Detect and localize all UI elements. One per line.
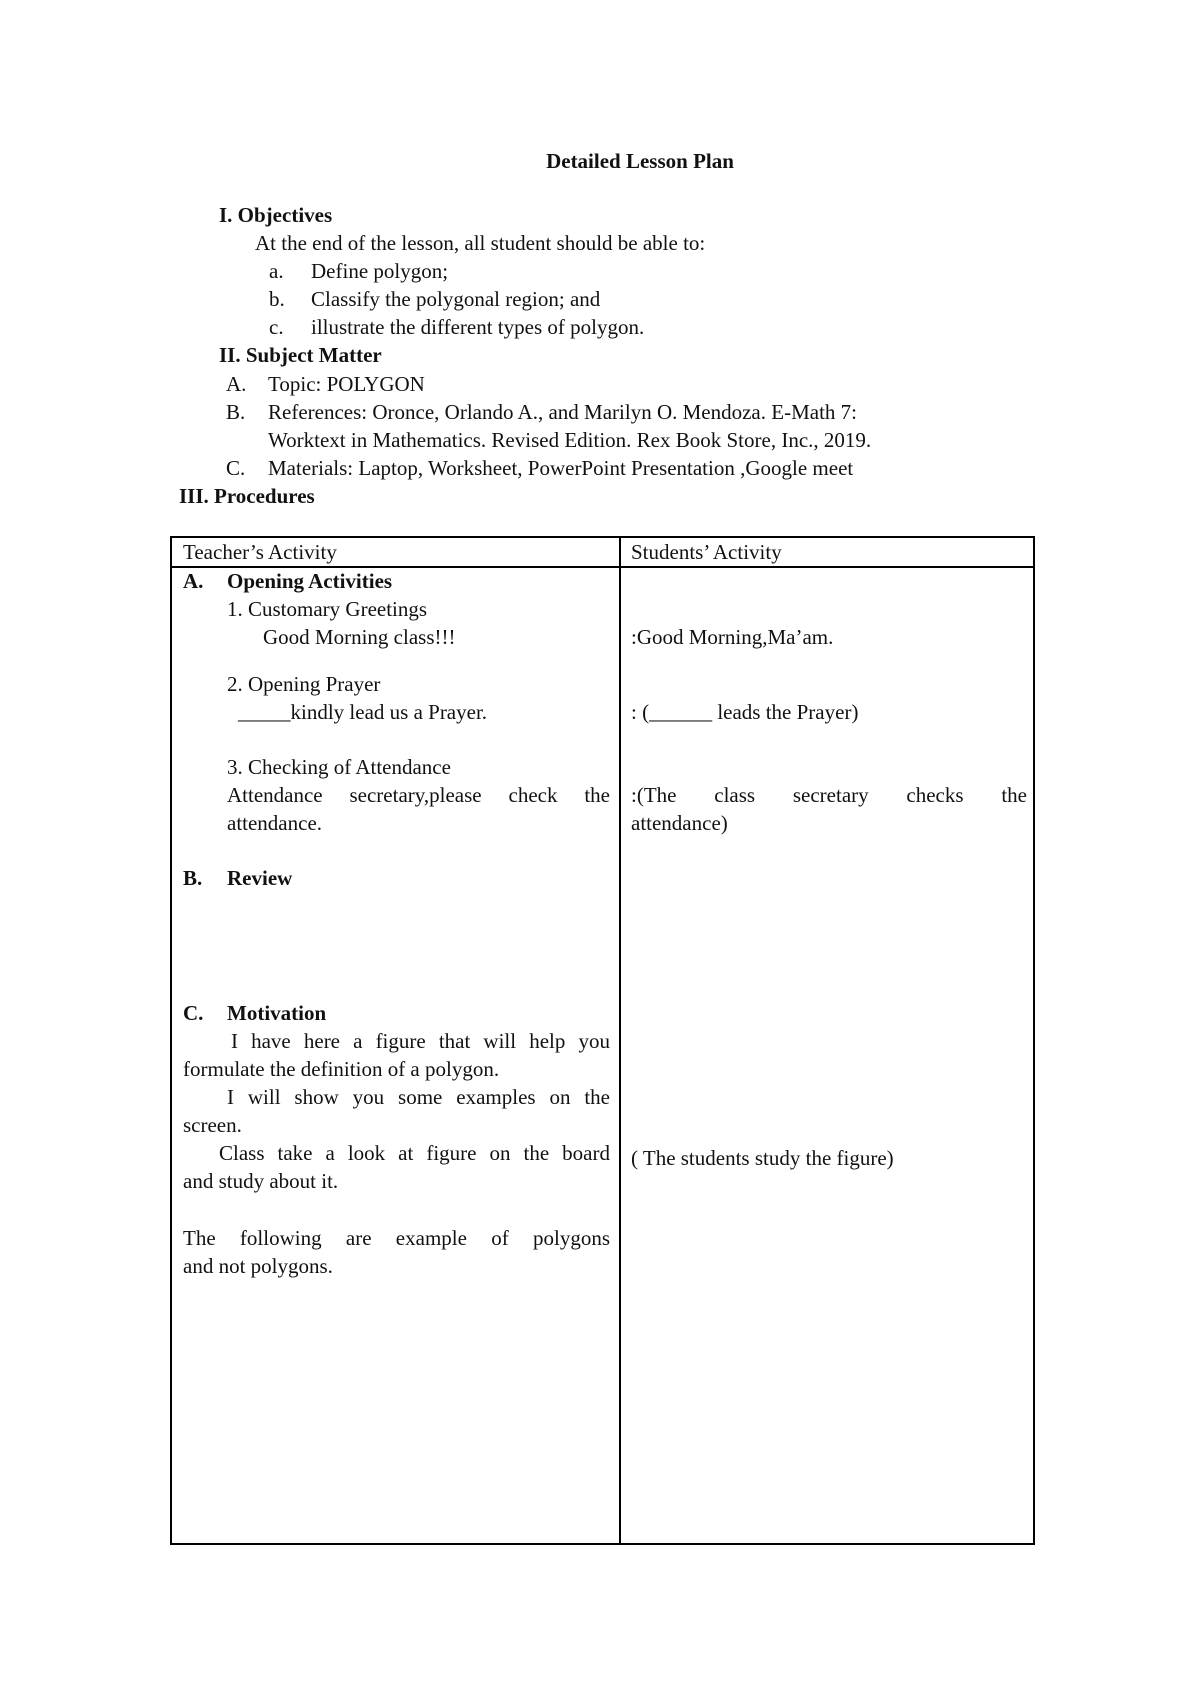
page-title: Detailed Lesson Plan	[546, 149, 734, 173]
procedures-table	[170, 536, 1035, 1545]
section-marker: B.	[183, 866, 203, 890]
attendance-text: Attendance secretary,please check the	[227, 783, 610, 807]
objective-marker: c.	[269, 315, 284, 339]
section-marker: A.	[183, 569, 204, 593]
greetings-label: 1. Customary Greetings	[227, 597, 428, 621]
attendance-response: :(The class secretary checks the	[631, 783, 1027, 807]
objective-item: Classify the polygonal region; and	[311, 287, 601, 311]
objective-item: illustrate the different types of polygon.	[311, 315, 645, 339]
motivation-line: Class take a look at figure on the board	[219, 1141, 610, 1165]
objective-marker: b.	[269, 287, 285, 311]
objectives-heading: I. Objectives	[219, 203, 333, 227]
subject-marker: A.	[226, 372, 247, 396]
motivation-line: screen.	[183, 1113, 242, 1137]
motivation-line: formulate the definition of a polygon.	[183, 1057, 500, 1081]
attendance-text-cont: attendance.	[227, 811, 323, 835]
prayer-text: _____kindly lead us a Prayer.	[238, 700, 488, 724]
subject-references: References: Oronce, Orlando A., and Marilyn O. Mendoza. E-Math 7:	[268, 400, 857, 424]
objective-marker: a.	[269, 259, 284, 283]
greetings-text: Good Morning class!!!	[263, 625, 456, 649]
motivation-response: ( The students study the figure)	[631, 1146, 894, 1170]
section-marker: C.	[183, 1001, 204, 1025]
prayer-label: 2. Opening Prayer	[227, 672, 381, 696]
objective-item: Define polygon;	[311, 259, 449, 283]
motivation-line: The following are example of polygons	[183, 1226, 610, 1250]
attendance-label: 3. Checking of Attendance	[227, 755, 451, 779]
greetings-response: :Good Morning,Ma’am.	[631, 625, 834, 649]
subject-marker: C.	[226, 456, 246, 480]
subject-matter-heading: II. Subject Matter	[219, 343, 382, 367]
motivation-line: I have here a figure that will help you	[231, 1029, 610, 1053]
motivation-line: and study about it.	[183, 1169, 339, 1193]
subject-references-cont: Worktext in Mathematics. Revised Edition. Rex Book Store, Inc., 2019.	[268, 428, 872, 452]
prayer-response: : (______ leads the Prayer)	[631, 700, 859, 724]
students-activity-header: Students’ Activity	[631, 540, 782, 564]
subject-marker: B.	[226, 400, 246, 424]
procedures-heading: III. Procedures	[179, 484, 315, 508]
teacher-activity-header: Teacher’s Activity	[183, 540, 337, 564]
motivation-line: and not polygons.	[183, 1254, 333, 1278]
subject-materials: Materials: Laptop, Worksheet, PowerPoint Presentation ,Google meet	[268, 456, 854, 480]
review-heading: Review	[227, 866, 293, 890]
objectives-intro: At the end of the lesson, all student should be able to:	[255, 231, 706, 255]
motivation-line: I will show you some examples on the	[227, 1085, 610, 1109]
attendance-response-cont: attendance)	[631, 811, 728, 835]
subject-topic: Topic: POLYGON	[268, 372, 425, 396]
motivation-heading: Motivation	[227, 1001, 327, 1025]
column-divider	[619, 538, 621, 1543]
opening-activities-heading: Opening Activities	[227, 569, 393, 593]
